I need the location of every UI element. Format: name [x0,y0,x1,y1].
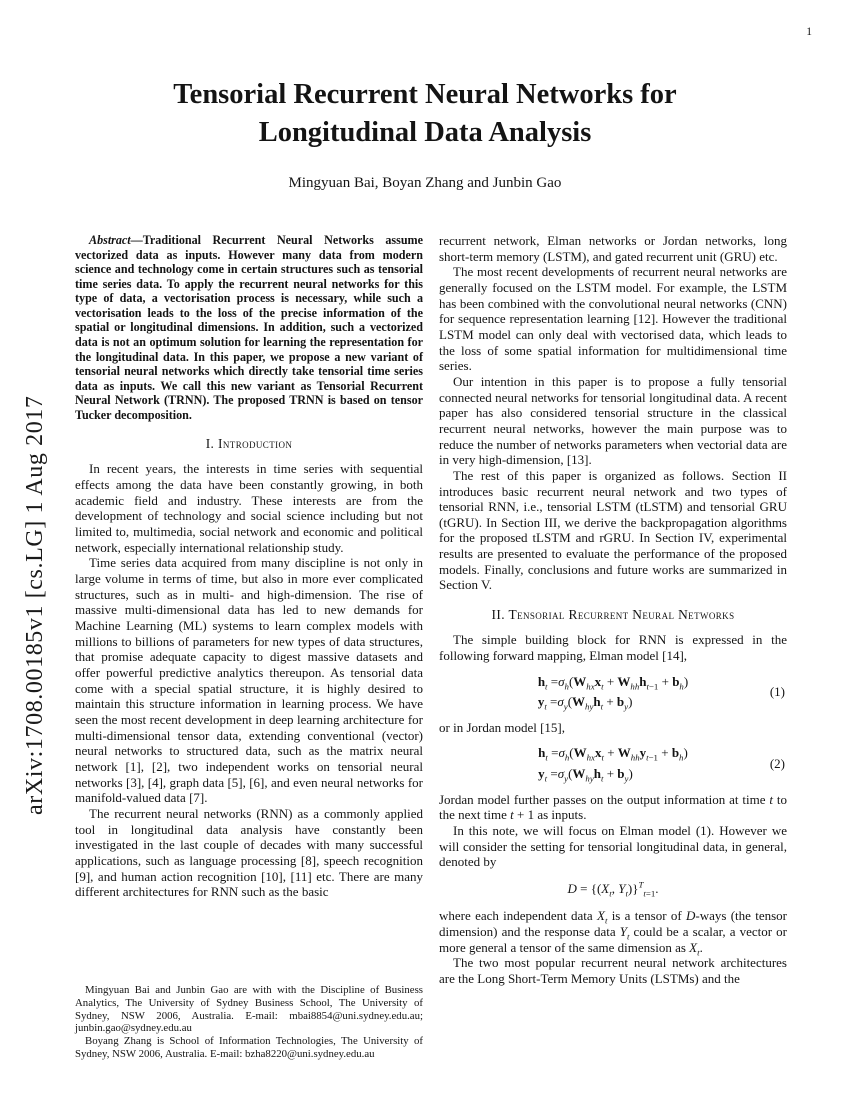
abstract-text: —Traditional Recurrent Neural Networks assume vectorized data as inputs. However many data from modern science and technology come in certain structures such as tensorial time series data. To apply the recurrent neural networks for this type of data, a vectorisation process is necessary, while such a vectorisation leads to the loss of the precise information of the spatial or longitudinal dimensions. In addition, such a vectorized data is not an optimum solution for learning the representation for the longitudinal data. In this paper, we propose a new variant of tensorial neural networks which directly take tensorial time series data as inputs. We call this new variant as Tensorial Recurrent Neural Network (TRNN). The proposed TRNN is based on tensor Tucker decomposition. [75,233,423,422]
paragraph: The recurrent neural networks (RNN) as a commonly applied tool in longitudinal data analysis have constantly been investigated in the last couple of decades with many successful applications, such as language processing [8], speech recognition [9], and human action recognition [10], [11] etc. There are many different architectures for RNN such as the basic [75,805,423,900]
two-column-body [75,233,787,1061]
paragraph: or in Jordan model [15], [439,719,566,735]
equation-line: $D = \{(X_t$, $Y_t)\}^T_{t=1}$. [567,879,659,899]
title-line-2: Longitudinal Data Analysis [258,116,592,148]
author-footnotes [75,984,423,1061]
equation-2 [439,743,787,783]
footnote-affiliation-1: Mingyuan Bai and Junbin Gao are with with the Discipline of Business Analytics, The University of Sydney Business School, The University of Sydney, NSW 2006, Australia. E-mail: mbai8854@uni.sydney.edu.au; junbin.gao@sydney.edu.au [75,983,423,1035]
paragraph: The rest of this paper is organized as follows. Section II introduces basic recurrent neural network and two types of tensorial RNN, i.e., tensorial LSTM (tLSTM) and tensorial GRU (tGRU). In Section III, we derive the backpropagation algorithms for the proposed tLSTM and rGRU. In Section IV, experimental results are presented to evaluate the performance of the proposed models. Finally, conclusions and future works are summarized in Section V. [439,467,787,593]
equation-1 [439,672,787,712]
equation-line: $h_t =\sigma_h(W_{hx}x_t + W_{hh}y_{t-1} + b_h)$ [538,745,688,764]
equation-2-body [538,743,688,783]
paragraph: Our intention in this paper is to propose a fully tensorial connected neural networks for tensorial longitudinal data. A recent paper has also considered tensorial structure in the classical recurrent neural networks, however the main purpose was to reduce the number of networks parameters when vectorial data are in very high-dimension, [13]. [439,373,787,468]
paragraph: The two most popular recurrent neural network architectures are the Long Short-Term Memory Units (LSTMs) and the [439,955,787,986]
abstract [75,233,423,422]
section-heading-tensorial-rnn: II. Tensorial Recurrent Neural Networks [491,607,735,623]
equation-line: $y_t =\sigma_y(W_{hy}h_t + b_y)$ [538,765,633,784]
paragraph: Jordan model further passes on the output information at time t to the next time t + 1 as inputs. [439,791,787,823]
paper-title [0,76,850,151]
paragraph: recurrent network, Elman networks or Jordan networks, long short-term memory (LSTM), and gated recurrent unit (GRU) etc. [439,233,787,264]
right-column [439,233,787,1061]
paragraph: In recent years, the interests in time series with sequential effects among the data have been constantly growing, in both academic field and industry. These interests are from the development of technology and social science including but not limited to, multimedia, social network and economic and political network, especially international relationship study. [75,461,423,555]
paper-header [0,76,850,192]
footnote-affiliation-2: Boyang Zhang is School of Information Technologies, The University of Sydney, NSW 2006, Australia. E-mail: bzha8220@uni.sydney.edu.au [75,1035,423,1061]
equation-line: $h_t =\sigma_h(W_{hx}x_t + W_{hh}h_{t-1} + b_h)$ [537,673,689,692]
authors-line: Mingyuan Bai, Boyan Zhang and Junbin Gao [288,175,562,192]
equation-dataset-body [568,879,659,899]
equation-1-body [538,672,688,712]
arxiv-stamp: arXiv:1708.00185v1 [cs.LG] 1 Aug 2017 [22,395,48,815]
equation-dataset-definition [439,879,787,899]
left-column [75,233,423,1061]
equation-number: (1) [769,683,785,699]
paragraph: The simple building block for RNN is expressed in the following forward mapping, Elman model [14], [439,632,787,663]
abstract-label: Abstract [89,233,131,247]
paragraph: The most recent developments of recurrent neural networks are generally focused on the LSTM model. For example, the LSTM has been combined with the convolutional neural networks (CNN) for sequence representation learning [12]. However the traditional LSTM model can only deal with vectorised data, which leads to the loss of some spatial information for multidimensional time series. [439,264,787,374]
equation-number: (2) [769,755,785,771]
section-heading-introduction: I. Introduction [205,436,293,452]
paragraph: Time series data acquired from many discipline is not only in large volume in terms of time, but also in more ever complicated structures, such as in multi- and high-dimension. The rise of massive multi-dimensional data has led to new demands for Machine Learning (ML) systems to learn complex models with millions to billions of parameters for new types of data structures, that promise adequate capacity to digest massive datasets and offer powerful predictive analytics thereupon. As tensorial data come with a special spatial structure, it is highly desired to maintain this structure information in learning process. We have seen the most recent development in deep learning architecture for multi-dimensional tensor data, extending conventional (vector) neural networks to structured data, such as the matrix neural network [1], [2], two independent works on tensorial neural networks [3], [4], graph data [5], [6], and even neural networks for manifold-valued data [7]. [75,555,423,806]
paragraph: where each independent data $X_t$ is a tensor of D-ways (the tensor dimension) and the response data $Y_t$ could be a scalar, a vector or more general a tensor of the same dimension as $X_t$. [439,908,787,958]
paragraph: In this note, we will focus on Elman model (1). However we will consider the setting for tensorial longitudinal data, in general, denoted by [439,823,787,870]
title-line-1: Tensorial Recurrent Neural Networks for [173,79,677,110]
equation-line: $y_t =\sigma_y(W_{hy}h_t + b_y)$ [537,693,633,712]
page-number: 1 [806,26,812,38]
